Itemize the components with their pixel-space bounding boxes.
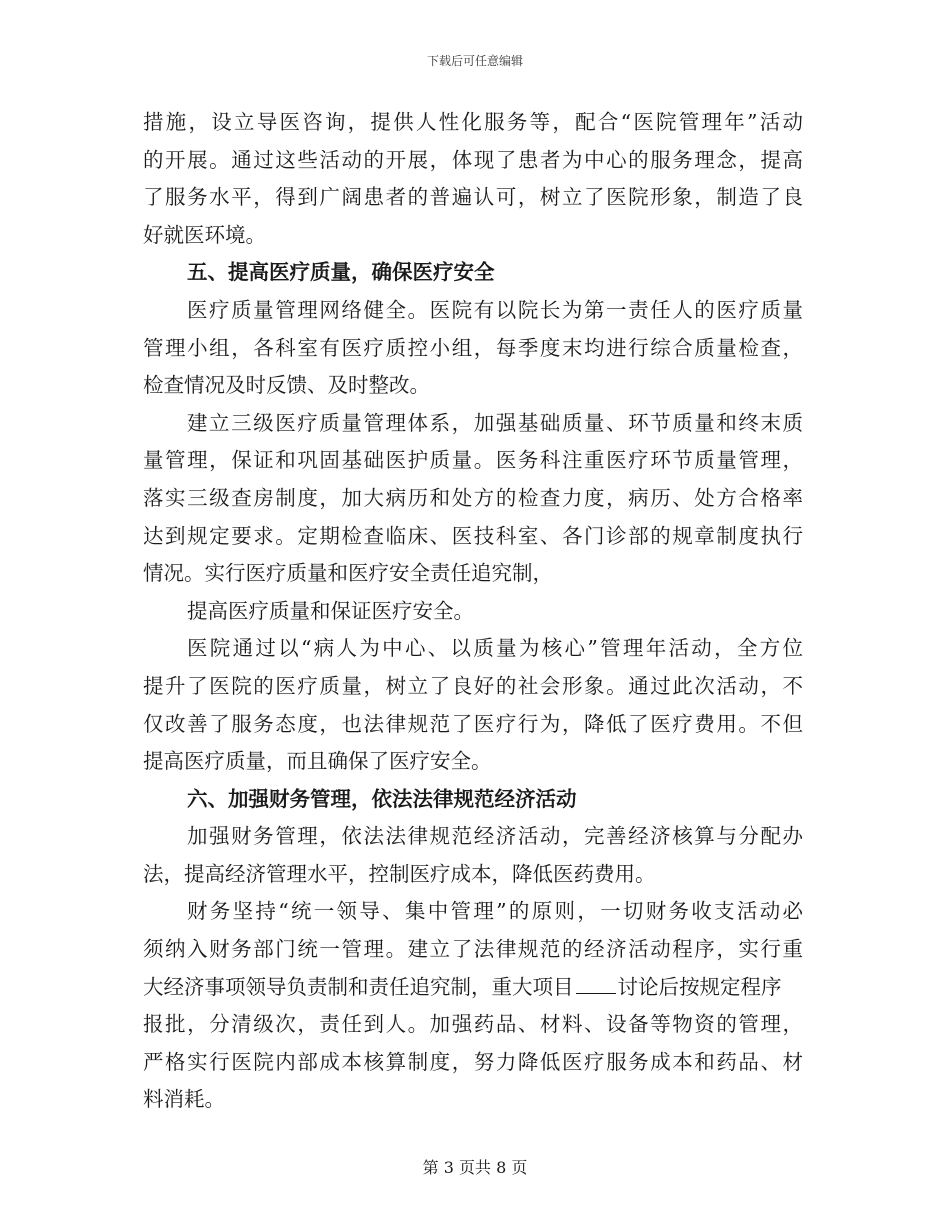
paragraph-line: 医疗质量管理网络健全。医院有以院长为第一责任人的医疗质量 xyxy=(187,297,803,322)
paragraph-line: 管理小组，各科室有医疗质控小组，每季度末均进行综合质量检查， xyxy=(143,335,803,360)
paragraph-line: 的开展。通过这些活动的开展，体现了患者为中心的服务理念，提高 xyxy=(143,147,803,172)
page-header: 下载后可任意编辑 xyxy=(426,54,523,68)
paragraph-line: 提高医疗质量，而且确保了医疗安全。 xyxy=(143,749,492,774)
paragraph-line: 报批，分清级次，责任到人。加强药品、材料、设备等物资的管理， xyxy=(143,1012,803,1037)
paragraph-line: 好就医环境。 xyxy=(143,222,266,247)
document-body xyxy=(143,104,803,1119)
paragraph-line: 检查情况及时反馈、及时整改。 xyxy=(143,373,430,398)
paragraph-line: 加强财务管理，依法法律规范经济活动，完善经济核算与分配办 xyxy=(187,824,803,849)
section-heading-5: 五、提高医疗质量，确保医疗安全 xyxy=(187,260,495,285)
line-text-after-blank: 讨论后按规定程序 xyxy=(617,974,782,999)
line-text-before-blank: 大经济事项领导负责制和责任追究制，重大项目 xyxy=(143,974,574,999)
paragraph-line: 严格实行医院内部成本核算制度，努力降低医疗服务成本和药品、材 xyxy=(143,1049,803,1074)
paragraph-line: 提升了医院的医疗质量，树立了良好的社会形象。通过此次活动，不 xyxy=(143,673,803,698)
paragraph-line: 医院通过以“病人为中心、以质量为核心”管理年活动，全方位 xyxy=(187,636,803,661)
paragraph-line: 措施，设立导医咨询，提供人性化服务等，配合“医院管理年”活动 xyxy=(143,110,803,134)
paragraph-line: 法，提高经济管理水平，控制医疗成本，降低医药费用。 xyxy=(143,861,656,886)
paragraph-line: 提高医疗质量和保证医疗安全。 xyxy=(187,598,474,623)
paragraph-line xyxy=(143,969,803,1007)
paragraph-line: 仅改善了服务态度，也法律规范了医疗行为，降低了医疗费用。不但 xyxy=(143,711,803,736)
paragraph-line: 达到规定要求。定期检查临床、医技科室、各门诊部的规章制度执行 xyxy=(143,523,803,548)
paragraph-line: 料消耗。 xyxy=(143,1087,225,1112)
section-heading-6: 六、加强财务管理，依法法律规范经济活动 xyxy=(187,786,577,811)
paragraph-line: 了服务水平，得到广阔患者的普遍认可，树立了医院形象，制造了良 xyxy=(143,185,803,210)
paragraph-line: 建立三级医疗质量管理体系，加强基础质量、环节质量和终末质 xyxy=(187,410,803,435)
fill-in-blank xyxy=(576,971,616,994)
paragraph-line: 落实三级查房制度，加大病历和处方的检查力度，病历、处方合格率 xyxy=(143,485,803,510)
paragraph-line: 财务坚持“统一领导、集中管理”的原则，一切财务收支活动必 xyxy=(187,899,803,924)
paragraph-line: 须纳入财务部门统一管理。建立了法律规范的经济活动程序，实行重 xyxy=(143,937,803,962)
paragraph-line: 情况。实行医疗质量和医疗安全责任追究制， xyxy=(143,561,553,586)
paragraph-line: 量管理，保证和巩固基础医护质量。医务科注重医疗环节质量管理， xyxy=(143,448,803,473)
page-footer: 第 3 页共 8 页 xyxy=(422,1158,528,1177)
